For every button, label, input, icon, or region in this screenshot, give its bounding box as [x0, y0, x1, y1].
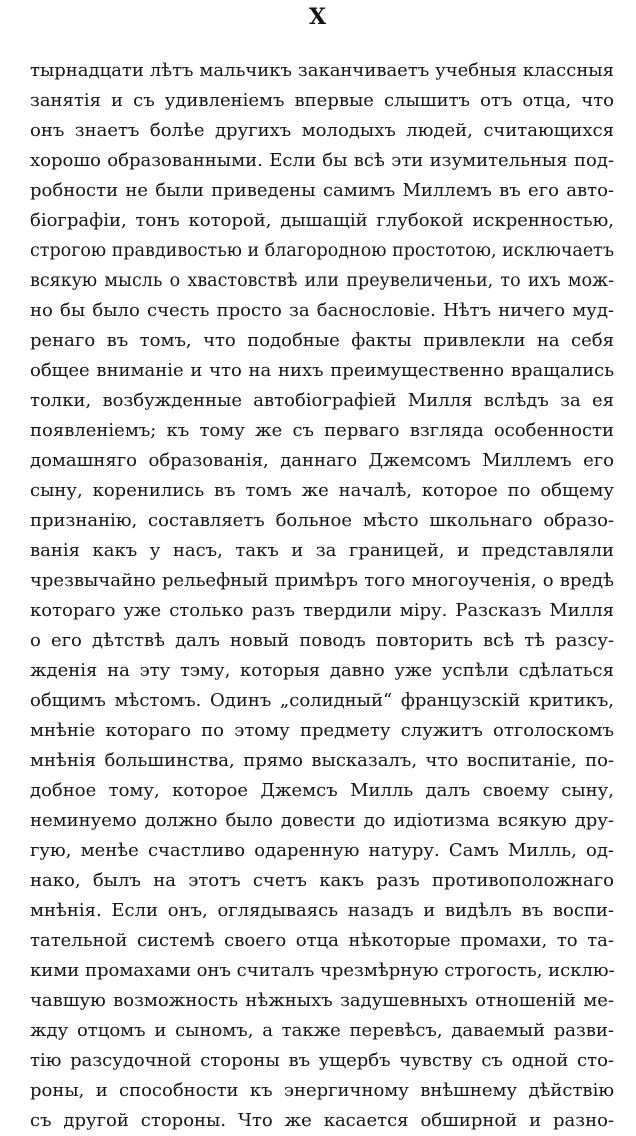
- text-line: жду отцомъ и сыномъ, а также перевѣсъ, даваемый разви-: [30, 1020, 614, 1041]
- text-line: тію разсудочной стороны въ ущербъ чувству съ одной сто-: [30, 1050, 614, 1071]
- text-line: гую, менѣе счастливо одаренную натуру. Самъ Милль, од-: [30, 840, 614, 861]
- text-line: домашняго образованія, даннаго Джемсомъ Миллемъ его: [30, 450, 614, 471]
- text-line: мнѣніе котораго по этому предмету служитъ отголоскомъ: [30, 720, 614, 741]
- text-line: о его дѣтствѣ далъ новый поводъ повторить всѣ тѣ разсу-: [30, 630, 614, 651]
- text-line: ванія какъ у насъ, такъ и за границей, и представляли: [30, 540, 614, 561]
- text-line: тырнадцати лѣтъ мальчикъ заканчиваетъ учебныя классныя: [30, 60, 614, 81]
- text-line: признанію, составляетъ больное мѣсто школьнаго образо-: [30, 510, 614, 531]
- text-line: появленіемъ; къ тому же съ перваго взгляда особенности: [30, 420, 614, 441]
- text-line: робности не были приведены самимъ Миллемъ въ его авто-: [30, 180, 614, 201]
- text-line: котораго уже столько разъ твердили міру. Разсказъ Милля: [30, 600, 614, 621]
- text-line: съ другой стороны. Что же касается обширной и разно-: [30, 1110, 614, 1131]
- text-line: біографіи, тонъ которой, дышащій глубокой искренностью,: [30, 210, 614, 231]
- text-line: чрезвычайно рельефный примѣръ того многоученія, о вредѣ: [30, 570, 614, 591]
- text-line: неминуемо должно было довести до идіотизма всякую дру-: [30, 810, 614, 831]
- text-line: онъ знаетъ болѣе другихъ молодыхъ людей, считающихся: [30, 120, 614, 141]
- text-line: кими промахами онъ считалъ чрезмѣрную строгость, исклю-: [30, 960, 615, 981]
- text-line: нако, былъ на этотъ счетъ какъ разъ противоположнаго: [30, 870, 614, 891]
- text-line: занятія и съ удивленіемъ впервые слышитъ отъ отца, что: [30, 90, 614, 111]
- text-line: жденія на эту тэму, которыя давно уже успѣли сдѣлаться: [30, 660, 614, 681]
- text-line: хорошо образованными. Если бы всѣ эти изумительныя под-: [30, 150, 614, 171]
- text-line: всякую мысль о хвастовствѣ или преувеличеньи, то ихъ мож-: [30, 271, 614, 291]
- text-line: сыну, коренились въ томъ же началѣ, которое по общему: [30, 480, 614, 501]
- text-line: общимъ мѣстомъ. Одинъ „солидный“ французскій критикъ,: [30, 690, 614, 711]
- text-line: добное тому, которое Джемсъ Милль далъ своему сыну,: [30, 780, 614, 801]
- text-body: [30, 56, 614, 1136]
- text-line: чавшую возможность нѣжныхъ задушевныхъ отношеній ме-: [30, 990, 614, 1011]
- text-line: мнѣнія большинства, прямо высказалъ, что воспитаніе, по-: [30, 750, 614, 771]
- text-line: ренаго въ томъ, что подобные факты привлекли на себя: [30, 330, 614, 351]
- text-line: строгою правдивостью и благородною простотою, исключаетъ: [30, 241, 614, 261]
- text-line: мнѣнія. Если онъ, оглядываясь назадъ и видѣлъ въ воспи-: [30, 900, 614, 921]
- text-line: роны, и способности къ энергичному внѣшнему дѣйствію: [30, 1080, 614, 1101]
- text-line: но бы было счесть просто за баснословіе. Нѣтъ ничего муд-: [30, 300, 614, 321]
- text-line: общее вниманіе и что на нихъ преимущественно вращались: [30, 360, 614, 381]
- text-line: тательной системѣ своего отца нѣкоторые промахи, то та-: [30, 930, 614, 951]
- page-number: X: [308, 4, 328, 30]
- text-line: толки, возбужденные автобіографіей Милля вслѣдъ за ея: [30, 390, 614, 411]
